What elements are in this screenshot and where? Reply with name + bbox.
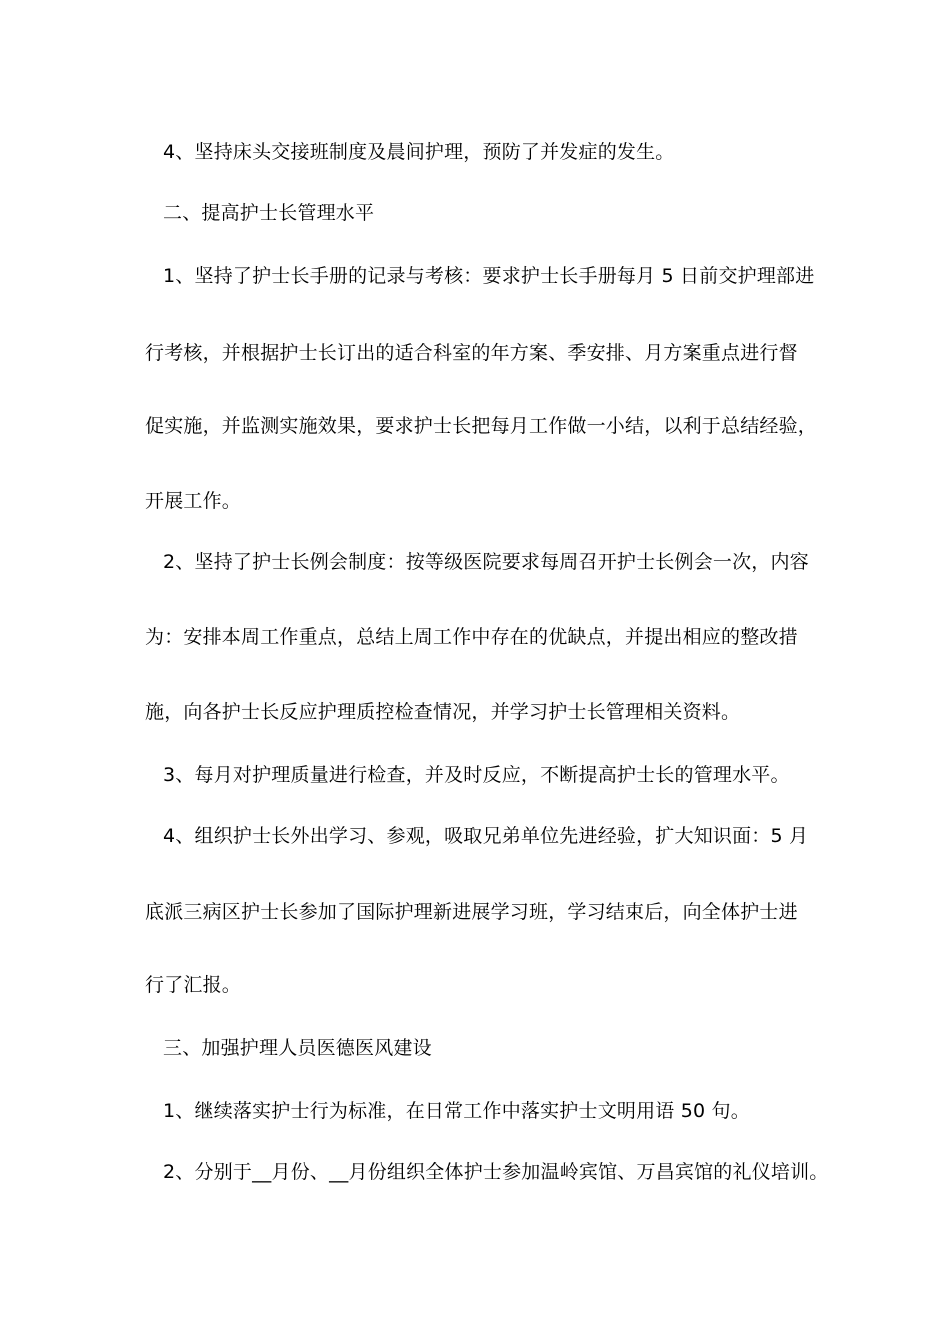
paragraph-line: 行了汇报。 <box>145 974 242 996</box>
paragraph-line: 底派三病区护士长参加了国际护理新进展学习班，学习结束后，向全体护士进 <box>145 901 798 923</box>
paragraph-line: 开展工作。 <box>145 490 242 512</box>
paragraph-line: 2、分别于__月份、__月份组织全体护士参加温岭宾馆、万昌宾馆的礼仪培训。 <box>163 1161 829 1183</box>
paragraph-line: 行考核，并根据护士长订出的适合科室的年方案、季安排、月方案重点进行督 <box>145 342 798 364</box>
paragraph-line: 1、坚持了护士长手册的记录与考核：要求护士长手册每月 5 日前交护理部进 <box>163 265 815 287</box>
paragraph-line: 1、继续落实护士行为标准，在日常工作中落实护士文明用语 50 句。 <box>163 1100 750 1122</box>
paragraph-line: 促实施，并监测实施效果，要求护士长把每月工作做一小结，以利于总结经验， <box>145 415 818 437</box>
section-heading: 二、提高护士长管理水平 <box>163 202 375 224</box>
paragraph-line: 4、组织护士长外出学习、参观，吸取兄弟单位先进经验，扩大知识面：5 月 <box>163 825 809 847</box>
paragraph-line: 为：安排本周工作重点，总结上周工作中存在的优缺点，并提出相应的整改措 <box>145 626 798 648</box>
paragraph-line: 3、每月对护理质量进行检查，并及时反应，不断提高护士长的管理水平。 <box>163 764 790 786</box>
paragraph-line: 4、坚持床头交接班制度及晨间护理，预防了并发症的发生。 <box>163 141 675 163</box>
section-heading: 三、加强护理人员医德医风建设 <box>163 1037 432 1059</box>
paragraph-line: 2、坚持了护士长例会制度：按等级医院要求每周召开护士长例会一次，内容 <box>163 551 809 573</box>
paragraph-line: 施，向各护士长反应护理质控检查情况，并学习护士长管理相关资料。 <box>145 701 741 723</box>
